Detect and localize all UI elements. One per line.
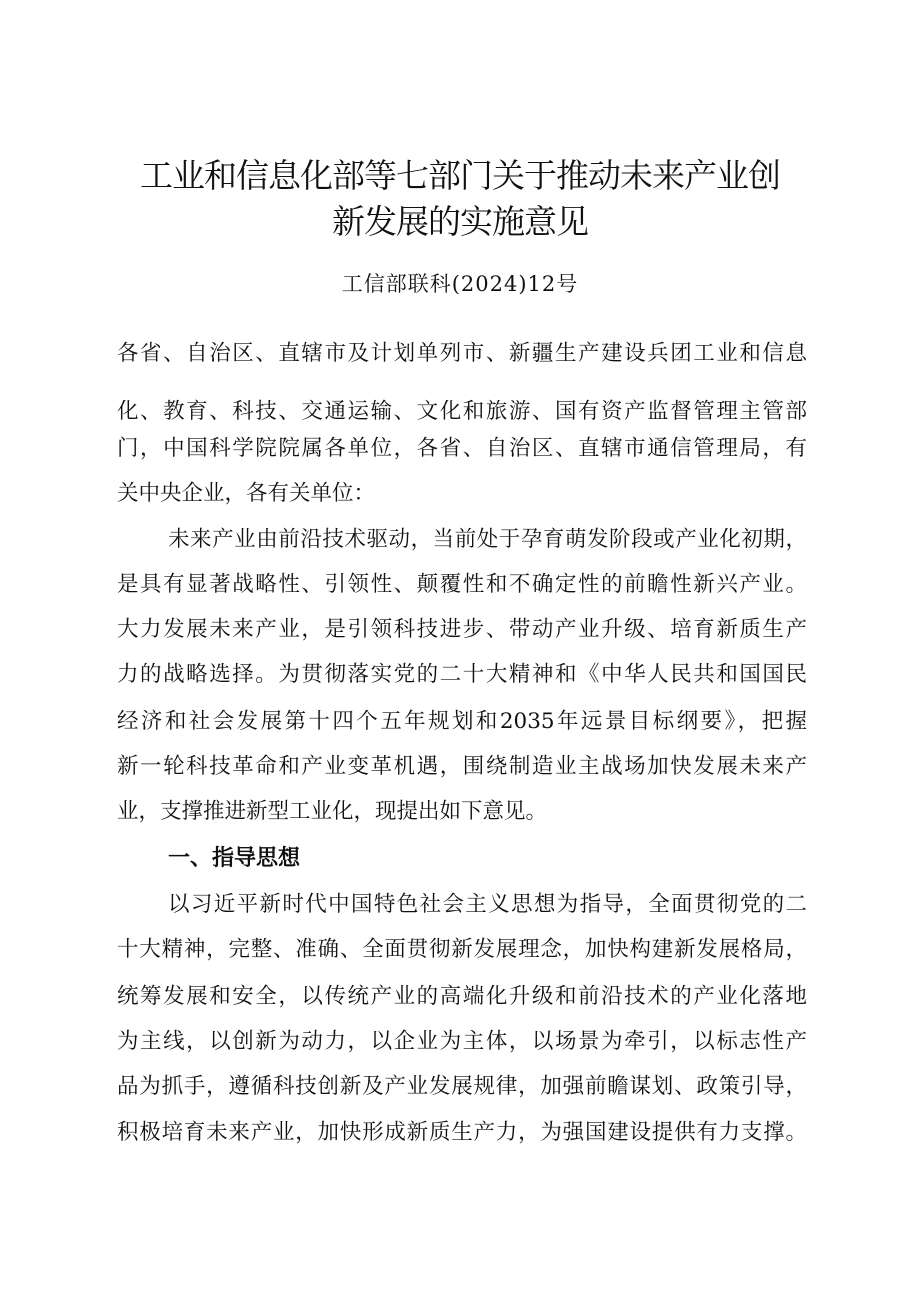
paragraph-line: 为主线，以创新为动力，以企业为主体，以场景为牵引，以标志性产 [117,1029,807,1054]
paragraph-line: 力的战略选择。为贯彻落实党的二十大精神和《中华人民共和国国民 [117,662,807,687]
paragraph-line: 未来产业由前沿技术驱动，当前处于孕育萌发阶段或产业化初期， [168,527,807,552]
paragraph-line: 品为抓手，遵循科技创新及产业发展规律，加强前瞻谋划、政策引导， [117,1074,807,1099]
paragraph-line: 经济和社会发展第十四个五年规划和2035年远景目标纲要》，把握 [117,709,807,734]
paragraph-line: 业，支撑推进新型工业化，现提出如下意见。 [117,799,548,824]
document-number: 工信部联科(2024)12号 [341,272,579,296]
paragraph-line: 大力发展未来产业，是引领科技进步、带动产业升级、培育新质生产 [117,617,807,642]
addressee-line: 各省、自治区、直辖市及计划单列市、新疆生产建设兵团工业和信息 [117,341,807,366]
paragraph-line: 新一轮科技革命和产业变革机遇，围绕制造业主战场加快发展未来产 [117,754,807,779]
section-heading: 一、指导思想 [168,846,301,871]
paragraph-line: 以习近平新时代中国特色社会主义思想为指导，全面贯彻党的二 [168,892,807,917]
paragraph-line: 是具有显著战略性、引领性、颠覆性和不确定性的前瞻性新兴产业。 [117,572,807,597]
addressee-line: 化、教育、科技、交通运输、文化和旅游、国有资产监督管理主管部 [117,399,807,424]
paragraph-line: 十大精神，完整、准确、全面贯彻新发展理念，加快构建新发展格局， [117,937,807,962]
addressee-line: 门，中国科学院院属各单位，各省、自治区、直辖市通信管理局，有 [117,436,807,461]
paragraph-line: 积极培育未来产业，加快形成新质生产力，为强国建设提供有力支撑。 [117,1120,807,1145]
addressee-line: 关中央企业，各有关单位： [117,481,376,506]
document-title-line-1: 工业和信息化部等七部门关于推动未来产业创 [140,156,780,195]
paragraph-line: 统筹发展和安全，以传统产业的高端化升级和前沿技术的产业化落地 [117,984,807,1009]
document-title-line-2: 新发展的实施意见 [332,202,588,241]
